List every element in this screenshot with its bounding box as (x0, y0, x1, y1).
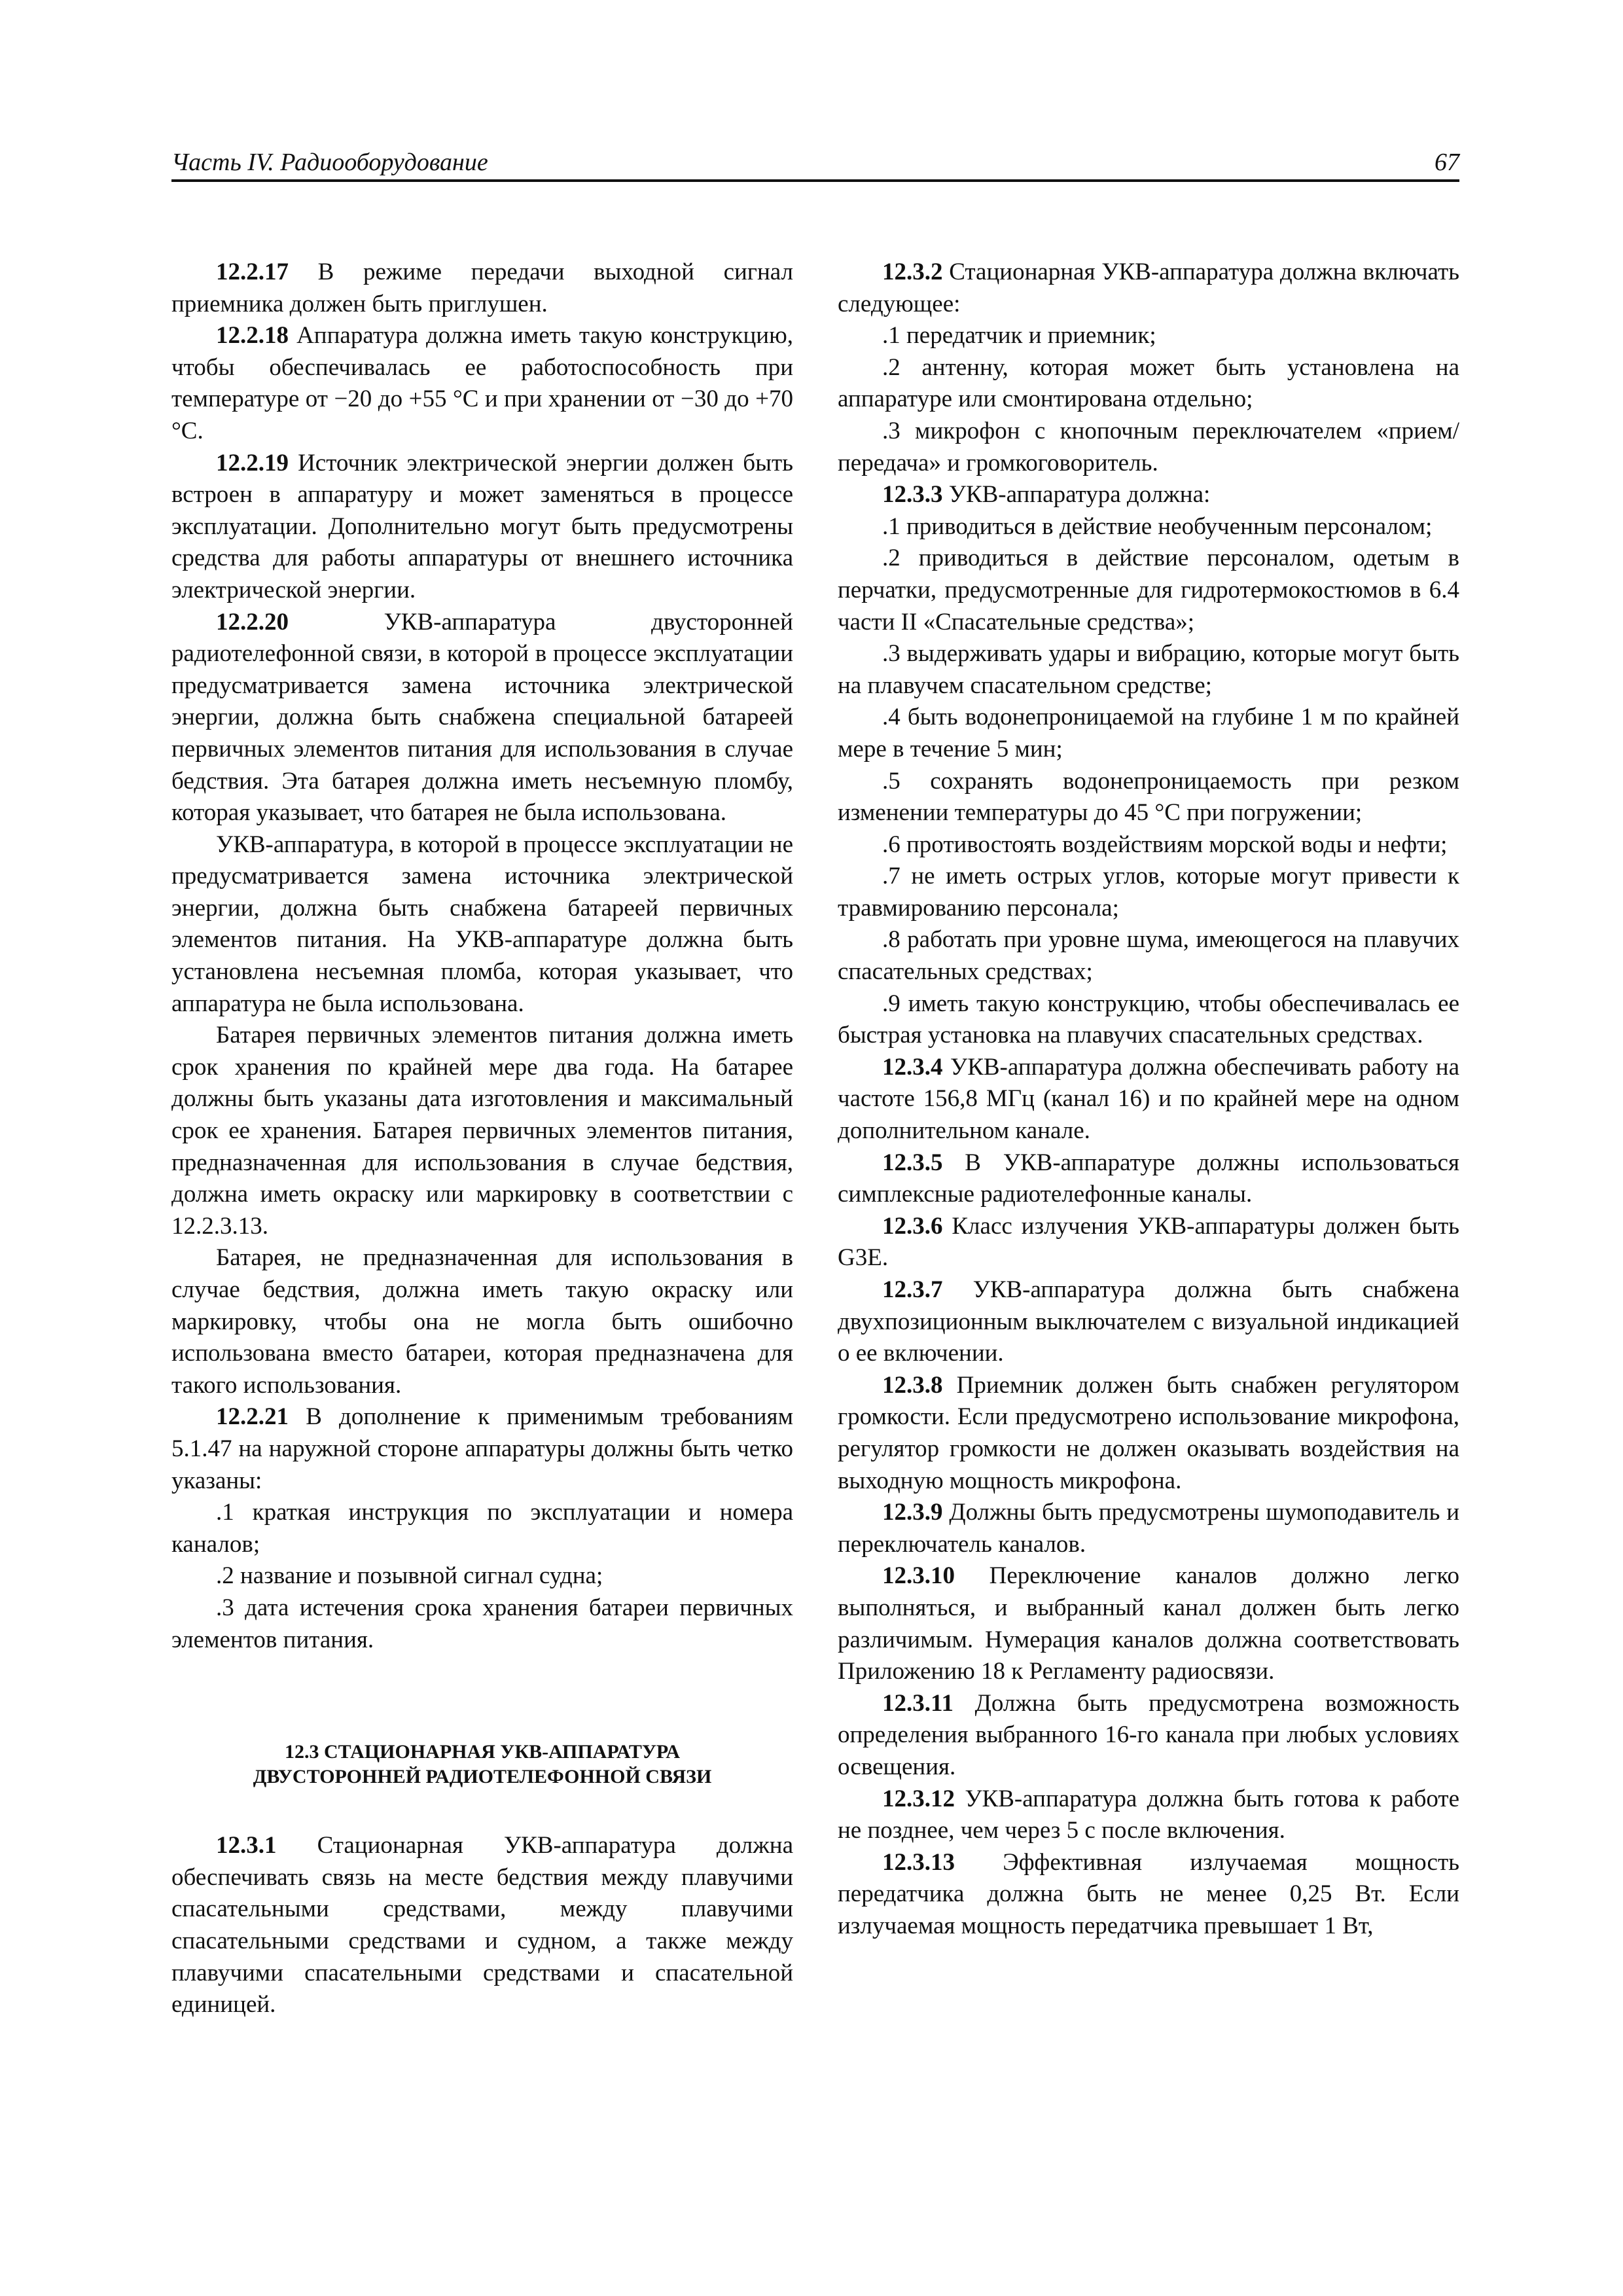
paragraph (838, 829, 1459, 861)
clause-number: 12.3.5 (882, 1149, 943, 1176)
paragraph (838, 1147, 1459, 1211)
clause-number: 12.2.17 (216, 259, 289, 285)
paragraph (171, 320, 793, 447)
paragraph-text: Переключение каналов должно легко выполняться, и выбранный канал должен быть легко различимым. Нумерация каналов должна соответствовать Приложению 18 к Регламенту радиосвязи. (838, 1562, 1459, 1685)
paragraph-text: .5 сохранять водонепроницаемость при резком изменении температуры до 45 °С при погружении; (838, 767, 1459, 827)
page-number: 67 (1435, 149, 1459, 176)
paragraph-text: .1 передатчик и приемник; (882, 322, 1156, 350)
paragraph-text: В дополнение к применимым требованиям 5.1.47 на наружной стороне аппаратуры должны быть четко указаны: (171, 1403, 793, 1494)
paragraph-text: .3 дата истечения срока хранения батареи первичных элементов питания. (171, 1594, 793, 1653)
clause-number: 12.2.20 (216, 608, 289, 636)
paragraph-text: .6 противостоять воздействиям морской воды и нефти; (882, 831, 1448, 858)
running-header (171, 143, 1459, 182)
paragraph (838, 1847, 1459, 1943)
paragraph (838, 1560, 1459, 1687)
paragraph (838, 320, 1459, 352)
clause-number: 12.3.12 (882, 1785, 955, 1812)
section-title-line-2: ДВУСТОРОННЕЙ РАДИОТЕЛЕФОННОЙ СВЯЗИ (253, 1766, 712, 1788)
clause-number: 12.3.7 (882, 1276, 943, 1303)
paragraph-text: .2 приводиться в действие персоналом, одетым в перчатки, предусмотренные для гидротермокостюмов в 6.4 части II «Спасательные средства»; (838, 545, 1459, 636)
paragraph-text: .2 антенну, которая может быть установлена на аппаратуре или смонтирована отдельно; (838, 353, 1459, 413)
clause-number: 12.3.4 (882, 1053, 943, 1081)
paragraph-text: УКВ-аппаратура двусторонней радиотелефонной связи, в которой в процессе эксплуатации предусматривается замена источника электрической энергии, должна быть снабжена специальной батареей первичных элементов питания для использования в случае бедствия. Эта батарея должна иметь несъемную пломбу, которая указывает, что батарея не была использована. (171, 608, 793, 827)
paragraph (838, 1274, 1459, 1370)
paragraph (838, 1052, 1459, 1147)
clause-number: 12.3.13 (882, 1848, 955, 1876)
paragraph-text: Должна быть предусмотрена возможность определения выбранного 16-го канала при любых условиях освещения. (838, 1689, 1459, 1780)
paragraph-text: .8 работать при уровне шума, имеющегося на плавучих спасательных средствах; (838, 926, 1459, 986)
clause-number: 12.2.21 (216, 1403, 289, 1431)
paragraph-text: .1 краткая инструкция по эксплуатации и номера каналов; (171, 1499, 793, 1558)
paragraph-text: Батарея первичных элементов питания должна иметь срок хранения по крайней мере два года. На батарее должны быть указаны дата изготовления и максимальный срок ее хранения. Батарея первичных элементов питания, предназначенная для использования в случае бедствия, должна иметь окраску или маркировку в соответствии с 12.2.3.13. (171, 1022, 793, 1240)
paragraph-text: Аппаратура должна иметь такую конструкцию, чтобы обеспечивалась ее работоспособность при температуре от −20 до +55 °С и при хранении от −30 до +70 °С. (171, 322, 793, 444)
paragraph-text: Стационарная УКВ-аппаратура должна обеспечивать связь на месте бедствия между плавучими спасательными средствами, между плавучими спасательными средствами и судном, а также между плавучими спасательными средствами и спасательной единицей. (171, 1832, 793, 2018)
paragraph-text: В режиме передачи выходной сигнал приемника должен быть приглушен. (171, 259, 793, 317)
paragraph (171, 1592, 793, 1656)
paragraph (838, 702, 1459, 765)
paragraph (838, 988, 1459, 1052)
paragraph-text: Стационарная УКВ-аппаратура должна включать следующее: (838, 259, 1459, 317)
paragraph (838, 861, 1459, 924)
paragraph (171, 1242, 793, 1401)
paragraph-text: Приемник должен быть снабжен регулятором громкости. Если предусмотрено использование микрофона, регулятор громкости не должен оказывать воздействия на выходную мощность микрофона. (838, 1371, 1459, 1494)
paragraph-text: В УКВ-аппаратуре должны использоваться симплексные радиотелефонные каналы. (838, 1149, 1459, 1208)
section-title-line-1: 12.3 СТАЦИОНАРНАЯ УКВ-АППАРАТУРА (284, 1741, 681, 1763)
clause-number: 12.2.19 (216, 449, 289, 476)
paragraph (838, 543, 1459, 638)
paragraph (838, 352, 1459, 416)
paragraph (838, 1497, 1459, 1560)
clause-number: 12.3.6 (882, 1212, 943, 1240)
paragraph (838, 257, 1459, 320)
paragraph-text: .3 микрофон с кнопочным переключателем «прием/передача» и громкоговоритель. (838, 417, 1459, 476)
paragraph (171, 1497, 793, 1560)
right-column (838, 257, 1459, 1942)
paragraph-text: .7 не иметь острых углов, которые могут привести к травмированию персонала; (838, 863, 1459, 922)
running-title: Часть IV. Радиооборудование (171, 149, 488, 176)
paragraph-text: .9 иметь такую конструкцию, чтобы обеспечивалась ее быстрая установка на плавучих спасательных средствах. (838, 990, 1459, 1049)
paragraph (171, 1560, 793, 1592)
left-paragraphs-after-section (171, 1830, 793, 2021)
paragraph-text: Эффективная излучаемая мощность передатчика должна быть не менее 0,25 Вт. Если излучаемая мощность передатчика превышает 1 Вт, (838, 1848, 1459, 1939)
clause-number: 12.3.11 (882, 1689, 954, 1717)
paragraph-text: УКВ-аппаратура должна быть снабжена двухпозиционным выключателем с визуальной индикацией о ее включении. (838, 1276, 1459, 1367)
paragraph (171, 607, 793, 829)
paragraph (838, 1370, 1459, 1497)
paragraph (838, 638, 1459, 702)
paragraph (171, 1401, 793, 1497)
left-column (171, 257, 793, 2021)
paragraph-text: УКВ-аппаратура, в которой в процессе эксплуатации не предусматривается замена источника электрической энергии, должна быть снабжена батареей первичных элементов питания. На УКВ-аппаратуре должна быть установлена несъемная пломба, которая указывает, что аппаратура не была использована. (171, 831, 793, 1017)
clause-number: 12.3.1 (216, 1832, 277, 1859)
paragraph-text: Должны быть предусмотрены шумоподавитель и переключатель каналов. (838, 1499, 1459, 1558)
paragraph-text: УКВ-аппаратура должна обеспечивать работу на частоте 156,8 МГц (канал 16) и по крайней мере на одном дополнительном канале. (838, 1053, 1459, 1145)
paragraph (838, 924, 1459, 988)
paragraph (171, 257, 793, 320)
left-paragraphs (171, 257, 793, 1656)
paragraph (838, 1784, 1459, 1847)
clause-number: 12.3.10 (882, 1562, 955, 1590)
clause-number: 12.3.2 (882, 259, 943, 285)
clause-number: 12.3.3 (882, 481, 943, 509)
clause-number: 12.3.9 (882, 1499, 943, 1526)
paragraph-text: .3 выдерживать удары и вибрацию, которые могут быть на плавучем спасательном средстве; (838, 640, 1459, 699)
right-paragraphs (838, 257, 1459, 1942)
paragraph (171, 829, 793, 1020)
paragraph-text: Класс излучения УКВ-аппаратуры должен быть G3E. (838, 1212, 1459, 1272)
paragraph-text: .1 приводиться в действие необученным персоналом; (882, 512, 1433, 540)
section-title (171, 1740, 793, 1789)
paragraph-text: .4 быть водонепроницаемой на глубине 1 м по крайней мере в течение 5 мин; (838, 704, 1459, 762)
paragraph (838, 511, 1459, 543)
clause-number: 12.2.18 (216, 322, 289, 350)
paragraph (838, 416, 1459, 479)
paragraph-text: УКВ-аппаратура должна: (942, 481, 1211, 509)
paragraph (838, 766, 1459, 829)
clause-number: 12.3.8 (882, 1371, 943, 1399)
paragraph (171, 448, 793, 607)
paragraph (171, 1020, 793, 1242)
paragraph-text: .2 название и позывной сигнал судна; (216, 1562, 603, 1590)
paragraph (171, 1830, 793, 2021)
paragraph-text: УКВ-аппаратура должна быть готова к работе не позднее, чем через 5 с после включения. (838, 1785, 1459, 1844)
paragraph (838, 1688, 1459, 1784)
paragraph (838, 1211, 1459, 1274)
paragraph-text: Источник электрической энергии должен быть встроен в аппаратуру и может заменяться в процессе эксплуатации. Дополнительно могут быть предусмотрены средства для работы аппаратуры от внешнего источника электрической энергии. (171, 449, 793, 603)
paragraph (838, 479, 1459, 511)
paragraph-text: Батарея, не предназначенная для использования в случае бедствия, должна иметь такую окраску или маркировку, чтобы она не могла быть ошибочно использована вместо батареи, которая предназначена для такого использования. (171, 1244, 793, 1399)
